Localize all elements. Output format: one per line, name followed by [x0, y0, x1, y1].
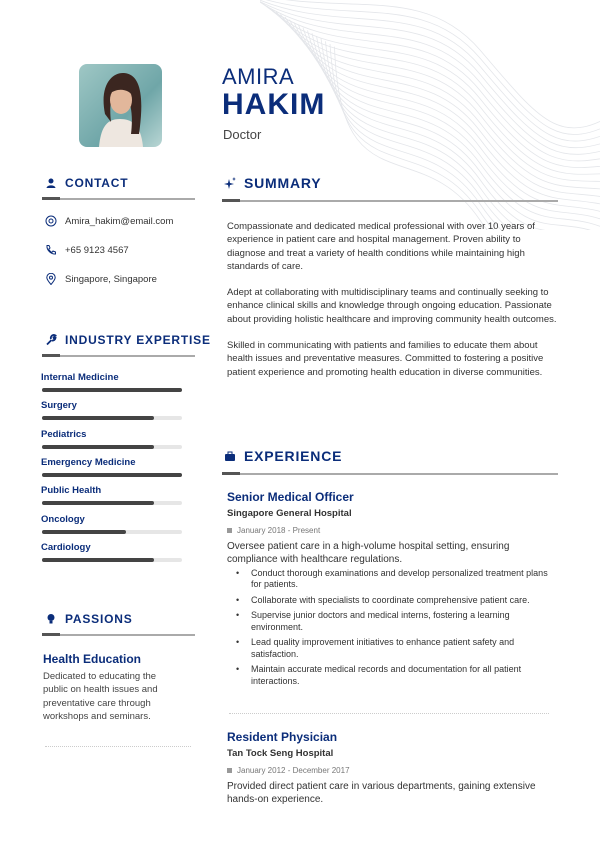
user-icon	[45, 177, 57, 189]
wave-line	[285, 17, 600, 200]
job-entry	[227, 730, 557, 807]
job-description: Provided direct patient care in various departments, gaining extensive hands-on experience.	[227, 781, 536, 806]
first-name: AMIRA	[222, 64, 295, 89]
briefcase-icon	[224, 450, 236, 462]
phone-text: +65 9123 4567	[65, 244, 129, 256]
skill-bar-track	[42, 501, 182, 505]
job-dates-text: January 2012 - December 2017	[237, 766, 350, 775]
skill-name: Pediatrics	[41, 428, 87, 440]
divider	[222, 200, 558, 202]
job-dates	[227, 526, 557, 535]
job-title: Doctor	[223, 127, 262, 142]
divider	[42, 198, 195, 200]
skill-item	[41, 457, 183, 477]
profile-photo	[79, 64, 162, 147]
expertise-heading-text: INDUSTRY EXPERTISE	[65, 333, 211, 347]
divider	[229, 713, 549, 714]
passions-heading	[45, 612, 133, 626]
job-bullet: • Supervise junior doctors and medical interns, fostering a learning environment.	[227, 610, 557, 633]
summary-heading	[224, 175, 321, 191]
last-name: HAKIM	[222, 88, 326, 121]
skill-item	[41, 514, 183, 534]
job-entry	[227, 490, 557, 691]
skill-name: Emergency Medicine	[41, 456, 136, 468]
job-dates-text: January 2018 - Present	[237, 526, 321, 535]
job-bullet: • Maintain accurate medical records and documentation for all patient interactions.	[227, 664, 557, 687]
skill-name: Oncology	[41, 513, 85, 525]
expertise-heading	[45, 333, 211, 347]
skill-item	[41, 400, 183, 420]
skill-bar-track	[42, 558, 182, 562]
at-icon	[45, 215, 57, 227]
skill-name: Public Health	[41, 485, 102, 497]
wave-line	[335, 47, 600, 230]
skill-name: Cardiology	[41, 541, 91, 553]
experience-heading	[224, 448, 342, 464]
sparkle-icon	[224, 177, 236, 189]
skill-bar-track	[42, 416, 182, 420]
skill-bar-fill	[42, 473, 182, 477]
summary-paragraph: Skilled in communicating with patients and families to educate them about health issues and preventative measures. Committed to fostering a positive patient experience and promoting health education in diverse communities.	[227, 340, 544, 378]
divider	[42, 355, 195, 357]
wave-line	[260, 1, 600, 155]
summary-heading-text: SUMMARY	[244, 175, 322, 191]
job-position: Resident Physician	[227, 730, 338, 744]
skill-bar-fill	[42, 416, 154, 420]
skill-bar-track	[42, 445, 182, 449]
wave-line	[260, 0, 600, 148]
experience-heading-text: EXPERIENCE	[244, 448, 343, 464]
person-silhouette-icon	[79, 64, 162, 147]
contact-heading	[45, 176, 128, 190]
skill-item	[41, 372, 183, 392]
skill-name: Internal Medicine	[41, 372, 119, 383]
job-company: Singapore General Hospital	[227, 508, 352, 519]
wave-line	[263, 4, 600, 161]
skill-bar-track	[42, 473, 182, 477]
job-bullets	[227, 568, 557, 688]
wave-line	[281, 14, 600, 191]
passion-title: Health Education	[43, 652, 142, 666]
job-bullet: • Lead quality improvement initiatives to enhance patient safety and satisfaction.	[227, 637, 557, 660]
contact-phone[interactable]	[45, 244, 129, 256]
skill-bar-fill	[42, 445, 154, 449]
job-position: Senior Medical Officer	[227, 490, 354, 504]
summary-paragraph: Compassionate and dedicated medical professional with over 10 years of experience in patient care and hospital management. Proven ability to diagnose and treat a variety of health conditions while maintaining high standards of care.	[227, 221, 535, 272]
location-pin-icon	[45, 273, 57, 285]
divider	[42, 634, 195, 636]
wrench-icon	[45, 334, 57, 346]
wave-line	[294, 22, 600, 218]
skill-item	[41, 429, 183, 449]
passions-heading-text: PASSIONS	[65, 612, 133, 626]
skill-bar-track	[42, 388, 182, 392]
divider	[45, 746, 191, 747]
skill-name: Surgery	[41, 400, 77, 412]
skill-bar-fill	[42, 530, 126, 534]
job-dates	[227, 766, 557, 775]
skill-bar-fill	[42, 501, 154, 505]
summary-body	[227, 220, 557, 379]
skill-item	[41, 542, 183, 562]
job-bullet: • Collaborate with specialists to coordinate comprehensive patient care.	[227, 595, 557, 607]
skill-item	[41, 485, 183, 505]
passion-text: Dedicated to educating the public on health issues and preventative care through workshops and seminars.	[43, 671, 158, 722]
contact-email[interactable]	[45, 215, 173, 227]
summary-paragraph: Adept at collaborating with multidisciplinary teams and continually seeking to enhance clinical skills and knowledge through ongoing education. Passionate about providing holistic healthcare and improving community health outcomes.	[227, 287, 557, 325]
location-text: Singapore, Singapore	[65, 273, 157, 285]
contact-heading-text: CONTACT	[65, 176, 129, 190]
skill-bar-fill	[42, 388, 182, 392]
contact-location	[45, 273, 157, 285]
email-text: Amira_hakim@email.com	[65, 215, 174, 227]
divider	[222, 473, 558, 475]
skill-bar-track	[42, 530, 182, 534]
job-company: Tan Tock Seng Hospital	[227, 748, 334, 759]
wave-line	[267, 6, 600, 167]
skill-bar-fill	[42, 558, 154, 562]
phone-icon	[45, 244, 57, 256]
lightbulb-icon	[45, 613, 57, 625]
job-bullet: • Conduct thorough examinations and develop personalized treatment plans for patients.	[227, 568, 557, 591]
job-description: Oversee patient care in a high-volume hospital setting, ensuring compliance with healthcare regulations.	[227, 541, 510, 566]
